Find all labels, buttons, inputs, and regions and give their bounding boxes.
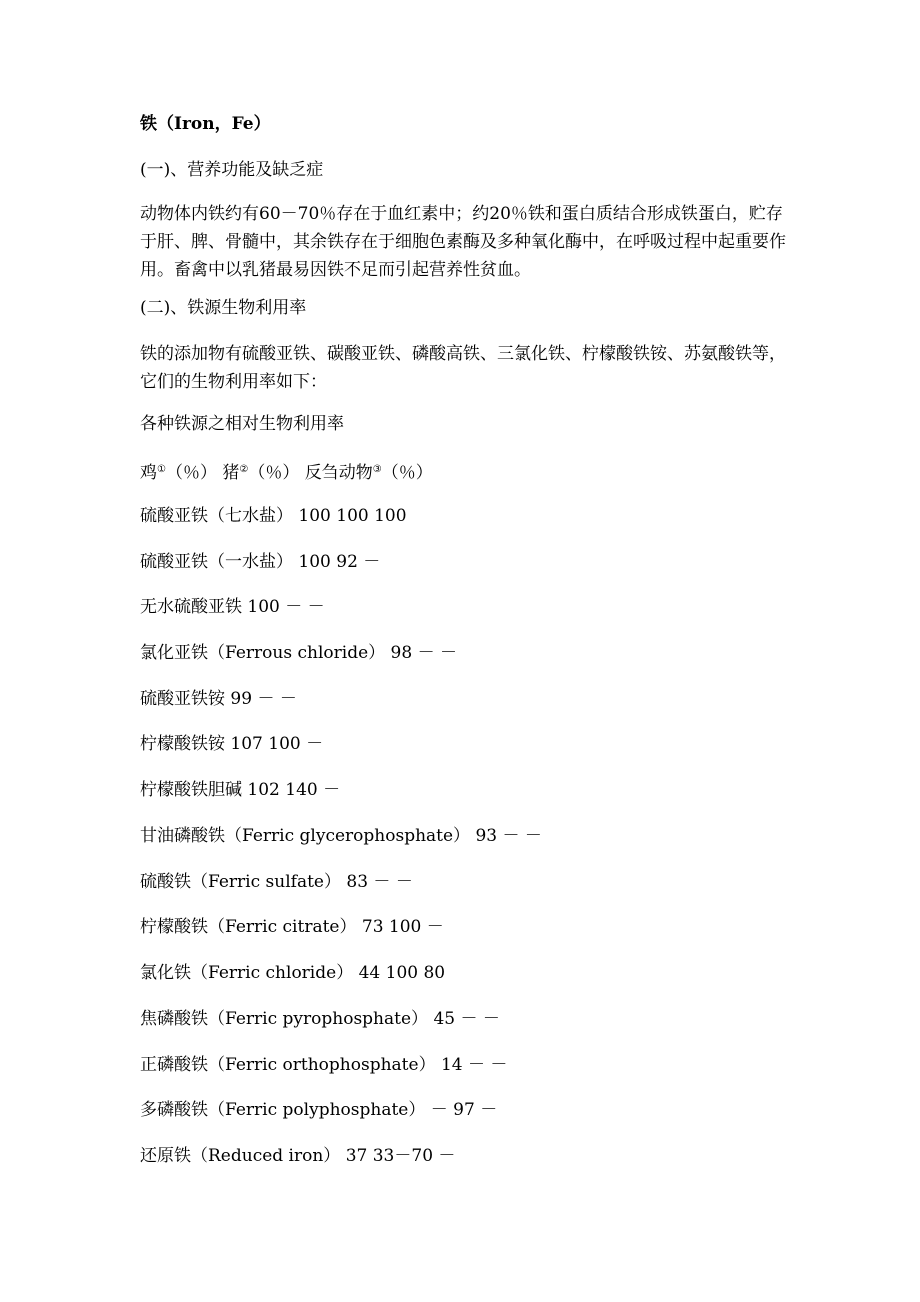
table-header: [140, 460, 433, 483]
page-title: 铁（Iron，Fe）: [140, 114, 271, 134]
table-row: 硫酸亚铁（一水盐） 100 92 －: [140, 552, 381, 572]
section-heading-bioavailability: (二)、铁源生物利用率: [140, 298, 307, 318]
header-ruminant-unit: （％）: [381, 463, 433, 483]
table-row: 硫酸亚铁铵 99 － －: [140, 689, 297, 709]
header-chicken: 鸡: [140, 463, 157, 483]
section-heading-nutrition: (一)、营养功能及缺乏症: [140, 160, 324, 180]
table-row: 还原铁（Reduced iron） 37 33－70 －: [140, 1146, 456, 1166]
header-chicken-unit: （％）: [165, 463, 217, 483]
table-row: 硫酸铁（Ferric sulfate） 83 － －: [140, 872, 413, 892]
footnote-mark-3: ③: [372, 464, 382, 475]
table-row: 硫酸亚铁（七水盐） 100 100 100: [140, 506, 407, 526]
table-row: 氯化亚铁（Ferrous chloride） 98 － －: [140, 643, 457, 663]
table-title: 各种铁源之相对生物利用率: [140, 414, 344, 434]
table-row: 柠檬酸铁铵 107 100 －: [140, 734, 324, 754]
footnote-mark-2: ②: [239, 464, 249, 475]
paragraph-iron-sources: 铁的添加物有硫酸亚铁、碳酸亚铁、磷酸高铁、三氯化铁、柠檬酸铁铵、苏氨酸铁等，它们的生物利用率如下：: [140, 344, 786, 392]
paragraph-nutrition: 动物体内铁约有60－70％存在于血红素中；约20％铁和蛋白质结合形成铁蛋白，贮存于肝、脾、骨髓中，其余铁存在于细胞色素酶及多种氧化酶中，在呼吸过程中起重要作用。畜禽中以乳猪最易因铁不足而引起营养性贫血。: [140, 204, 786, 280]
table-row: 柠檬酸铁（Ferric citrate） 73 100 －: [140, 917, 444, 937]
table-row: 多磷酸铁（Ferric polyphosphate） － 97 －: [140, 1100, 498, 1120]
table-row: 甘油磷酸铁（Ferric glycerophosphate） 93 － －: [140, 826, 542, 846]
table-row: 正磷酸铁（Ferric orthophosphate） 14 － －: [140, 1055, 508, 1075]
footnote-mark-1: ①: [157, 464, 166, 475]
table-row: 焦磷酸铁（Ferric pyrophosphate） 45 － －: [140, 1009, 500, 1029]
table-row: 氯化铁（Ferric chloride） 44 100 80: [140, 963, 446, 983]
table-row: 柠檬酸铁胆碱 102 140 －: [140, 780, 341, 800]
table-row: 无水硫酸亚铁 100 － －: [140, 597, 325, 617]
header-pig-unit: （％）: [248, 463, 300, 483]
header-pig: 猪: [222, 463, 240, 483]
header-ruminant: 反刍动物: [304, 463, 373, 483]
